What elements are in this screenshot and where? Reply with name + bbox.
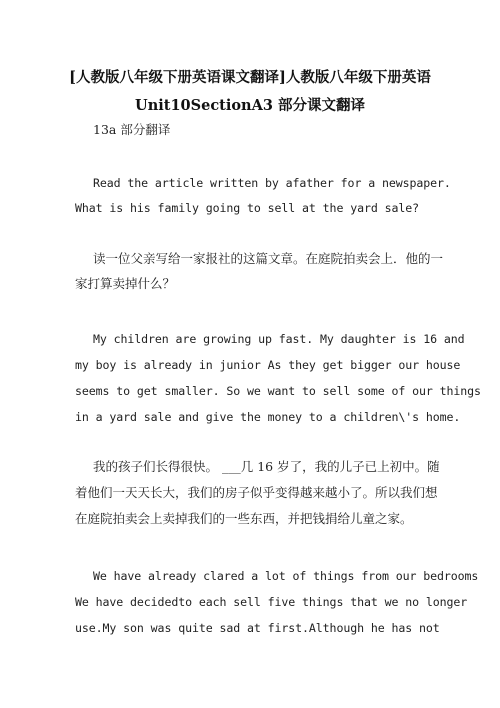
paragraph-line: What is his family going to sell at the yard sale? [75,201,420,215]
paragraph-line: My children are growing up fast. My daughter is 16 and [93,332,465,346]
paragraph-line: 我的孩子们长得很快。 ___几 16 岁了，我的儿子已上初中。随 [93,459,440,474]
paragraph-line: 着他们一天天长大，我们的房子似乎变得越来越小了。所以我们想 [75,485,438,500]
paragraph-line: 家打算卖掉什么？ [75,276,176,291]
paragraph-line: 读一位父亲写给一家报社的这篇文章。在庭院拍卖会上．他的一 [93,251,444,266]
paragraph-line: my boy is already in junior As they get bigger our house [75,358,461,372]
paragraph-line: 在庭院拍卖会上卖掉我们的一些东西，并把钱捐给儿童之家。 [75,511,413,526]
document-title-line-2: Unit10SectionA3 部分课文翻译 [135,97,365,114]
paragraph-line: We have decidedto each sell five things that we no longer [75,595,468,609]
paragraph-line: Read the article written by afather for a newspaper. [93,176,451,190]
paragraph-line: in a yard sale and give the money to a children\'s home. [75,410,461,424]
document-title-line-1: [人教版八年级下册英语课文翻译]人教版八年级下册英语 [69,69,431,86]
paragraph-line: use.My son was quite sad at first.Although he has not [75,621,440,635]
paragraph-line: seems to get smaller. So we want to sell some of our things [75,384,481,398]
paragraph-line: We have already clared a lot of things from our bedrooms [93,569,479,583]
section-label: 13a 部分翻译 [93,122,171,137]
